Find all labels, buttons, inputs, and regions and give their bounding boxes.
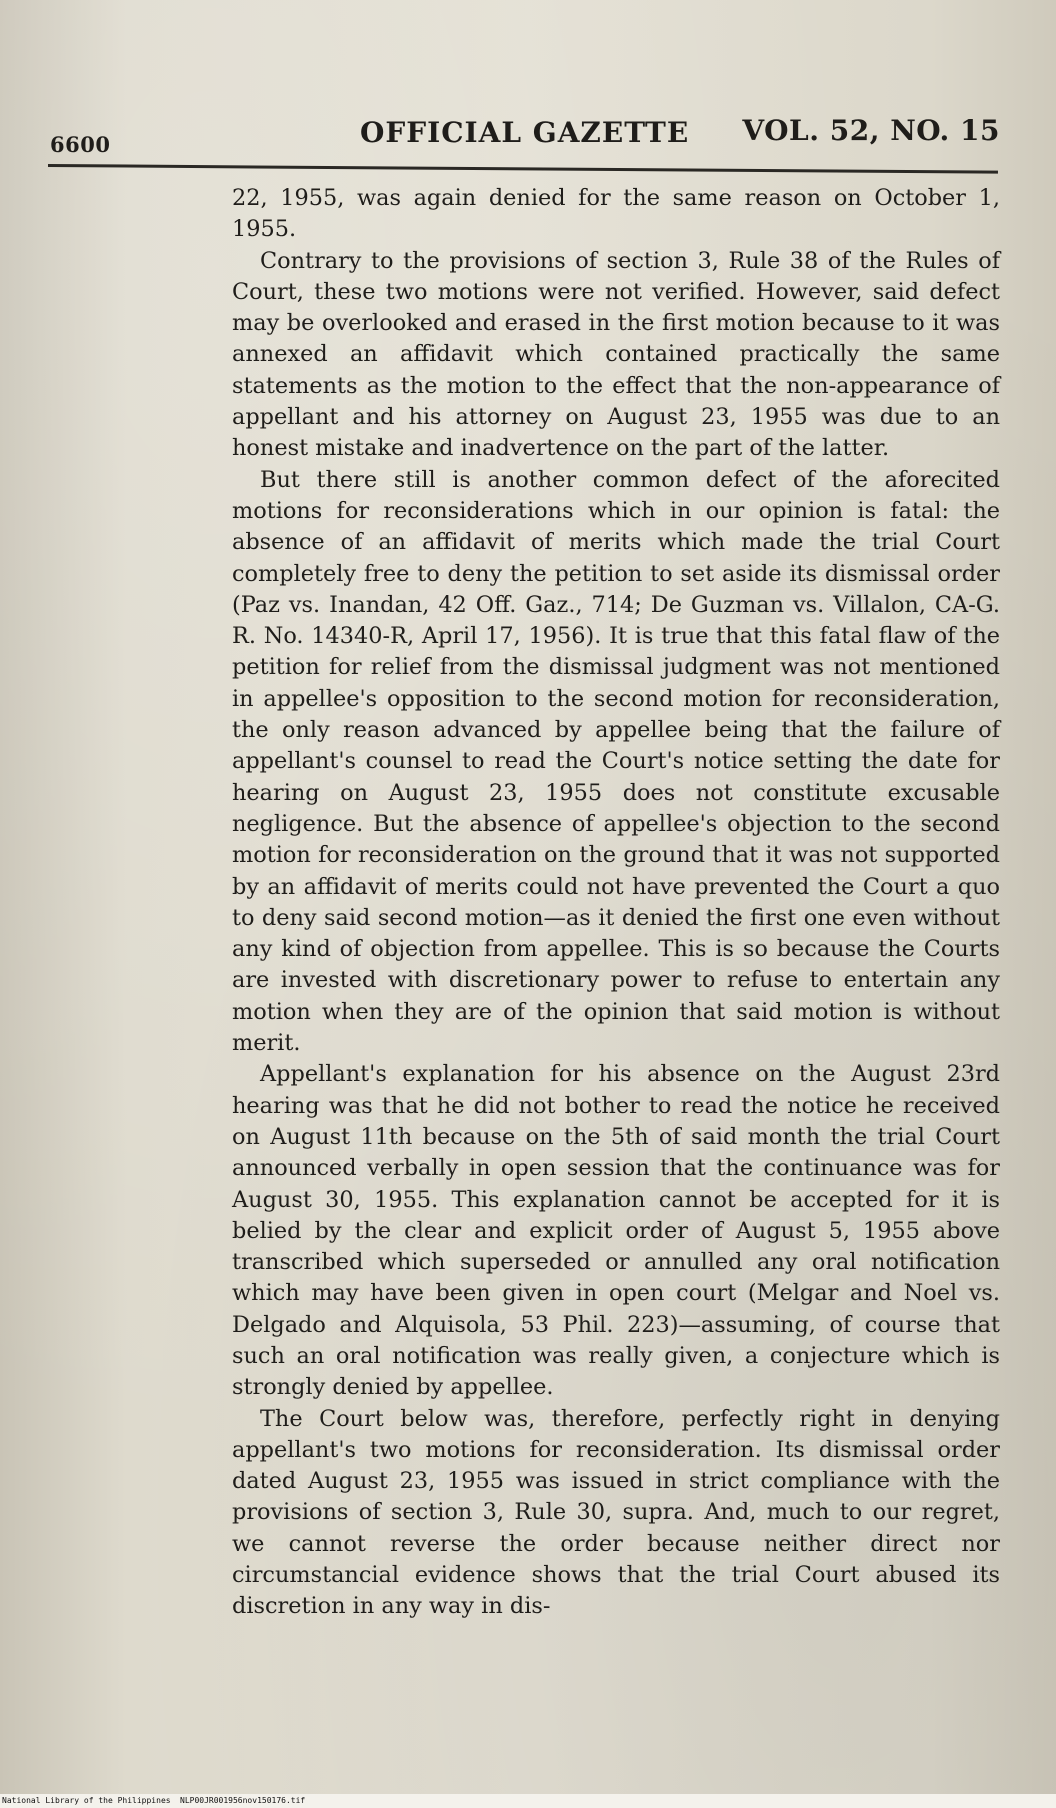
volume-number: VOL. 52, NO. 15 <box>742 114 1000 147</box>
paragraph: Appellant's explanation for his absence on the August 23rd hearing was that he did not bother to read the notice he received on August 11th because on the 5th of said month the trial Court announced verbally in open session that the continuance was for August 30, 1955. This explanation cannot be accepted for it is belied by the clear and explicit order of August 5, 1955 above transcribed which superseded or annulled any oral notification which may have been given in open court (Melgar and Noel vs. Delgado and Alquisola, 53 Phil. 223)—assuming, of course that such an oral notification was really given, a conjecture which is strongly denied by appellee. <box>232 1061 1000 1401</box>
paragraph: But there still is another common defect of the aforecited motions for reconsiderations which in our opinion is fatal: the absence of an affidavit of merits which made the trial Court completely free to deny the petition to set aside its dismissal order (Paz vs. Inandan, 42 Off. Gaz., 714; De Guzman vs. Villalon, CA-G. R. No. 14340-R, April 17, 1956). It is true that this fatal flaw of the petition for relief from the dismissal judgment was not mentioned in appellee's opposition to the second motion for reconsideration, the only reason advanced by appellee being that the failure of appellant's counsel to read the Court's notice setting the date for hearing on August 23, 1955 does not constitute excusable negligence. But the absence of appellee's objection to the second motion for reconsideration on the ground that it was not supported by an affidavit of merits could not have prevented the Court a quo to deny said second motion—as it denied the first one even without any kind of objection from appellee. This is so because the Courts are invested with discretionary power to refuse to entertain any motion when they are of the opinion that said motion is without merit. <box>232 466 1000 1057</box>
publication-title: OFFICIAL GAZETTE <box>360 116 690 149</box>
page-number: 6600 <box>50 132 111 157</box>
scan-filename: NLP00JR001956nov150176.tif <box>180 1796 306 1805</box>
library-credit: National Library of the Philippines <box>2 1796 171 1805</box>
scan-footer <box>0 1794 1056 1808</box>
header-rule <box>48 164 998 174</box>
page-header <box>50 110 1000 157</box>
paragraph-continuation: 22, 1955, was again denied for the same reason on October 1, 1955. <box>232 185 1000 243</box>
paragraph: The Court below was, therefore, perfectly right in denying appellant's two motions for reconsideration. Its dismissal order dated August 23, 1955 was issued in strict compliance with the provisions of section 3, Rule 30, supra. And, much to our regret, we cannot reverse the order because neither direct nor circumstancial evidence shows that the trial Court abused its discretion in any way in dis- <box>232 1405 1000 1620</box>
body-text <box>232 183 1000 1623</box>
paragraph: Contrary to the provisions of section 3, Rule 38 of the Rules of Court, these two motions were not verified. However, said defect may be overlooked and erased in the first motion because to it was annexed an affidavit which contained practically the same statements as the motion to the effect that the non-appearance of appellant and his attorney on August 23, 1955 was due to an honest mistake and inadvertence on the part of the latter. <box>232 247 1000 462</box>
